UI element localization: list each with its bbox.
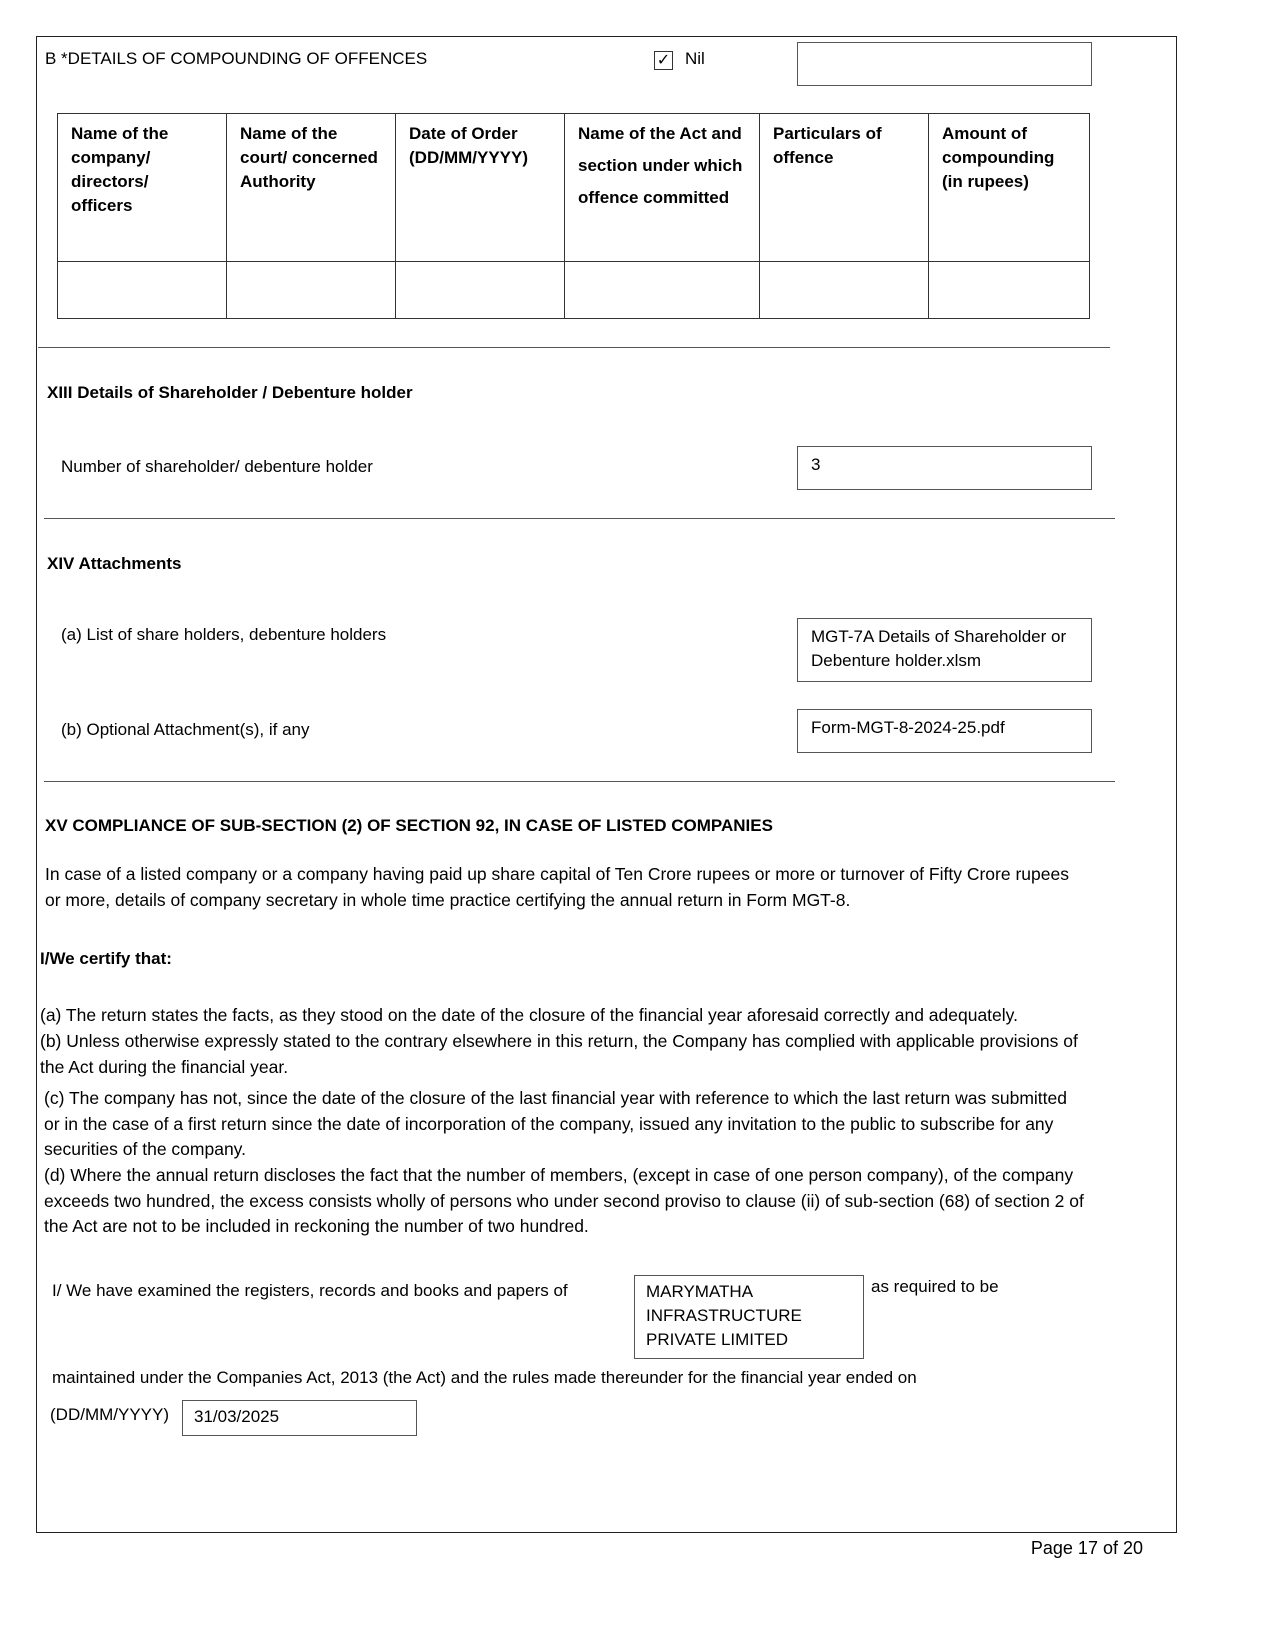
- shareholder-count-label: Number of shareholder/ debenture holder: [61, 457, 373, 476]
- compounding-offences-table: [57, 113, 1090, 319]
- statement-d: (d) Where the annual return discloses the fact that the number of members, (except in case of one person company), of the company exceeds two hundred, the excess consists wholly of persons who under second proviso to clause (ii) of sub-section (68) of section 2 of the Act are not to be included in reckoning the number of two hundred.: [44, 1165, 1084, 1236]
- statement-a: (a) The return states the facts, as they stood on the date of the closure of the financial year aforesaid correctly and adequately.: [40, 1005, 1018, 1025]
- column-header-company: Name of the company/ directors/ officers: [58, 114, 227, 262]
- nil-input[interactable]: [797, 42, 1092, 86]
- section-xv-intro: In case of a listed company or a company having paid up share capital of Ten Crore rupees or more or turnover of Fifty Crore rupees or more, details of company secretary in whole time practice certifying the annual return in Form MGT-8.: [45, 864, 1069, 910]
- maintained-text: maintained under the Companies Act, 2013 (the Act) and the rules made thereunder for the financial year ended on: [52, 1368, 917, 1387]
- attachment-a-file[interactable]: MGT-7A Details of Shareholder or Debenture holder.xlsm: [797, 618, 1092, 682]
- table-cell[interactable]: [565, 262, 760, 319]
- section-divider: [38, 347, 1110, 348]
- section-b-title: B *DETAILS OF COMPOUNDING OF OFFENCES: [45, 49, 428, 68]
- column-header-amount: Amount of compounding (in rupees): [929, 114, 1090, 262]
- checkmark-icon: ✓: [656, 52, 671, 69]
- shareholder-count-field[interactable]: 3: [797, 446, 1092, 490]
- company-name-field[interactable]: MARYMATHA INFRASTRUCTURE PRIVATE LIMITED: [634, 1275, 864, 1359]
- page-number: Page 17 of 20: [1030, 1538, 1143, 1558]
- table-cell[interactable]: [396, 262, 565, 319]
- statement-b: (b) Unless otherwise expressly stated to the contrary elsewhere in this return, the Company has complied with applicable provisions of the Act during the financial year.: [40, 1031, 1078, 1077]
- column-header-date: Date of Order (DD/MM/YYYY): [396, 114, 565, 262]
- examined-suffix: as required to be: [871, 1277, 999, 1296]
- nil-checkbox[interactable]: [654, 51, 673, 70]
- certify-heading: I/We certify that:: [40, 949, 172, 968]
- table-cell[interactable]: [227, 262, 396, 319]
- section-xiii-title: XIII Details of Shareholder / Debenture holder: [47, 383, 413, 402]
- table-cell[interactable]: [929, 262, 1090, 319]
- section-divider: [44, 518, 1115, 519]
- section-divider: [44, 781, 1115, 782]
- attachment-b-label: (b) Optional Attachment(s), if any: [61, 720, 310, 739]
- column-header-act-section: Name of the Act and section under which offence committed: [565, 114, 760, 262]
- table-cell[interactable]: [760, 262, 929, 319]
- column-header-particulars: Particulars of offence: [760, 114, 929, 262]
- section-xiv-title: XIV Attachments: [47, 554, 182, 573]
- table-cell[interactable]: [58, 262, 227, 319]
- financial-year-end-date-field[interactable]: 31/03/2025: [182, 1400, 417, 1436]
- section-xv-title: XV COMPLIANCE OF SUB-SECTION (2) OF SECTION 92, IN CASE OF LISTED COMPANIES: [45, 816, 773, 835]
- date-format-label: (DD/MM/YYYY): [50, 1405, 169, 1424]
- table-row: [58, 262, 1090, 319]
- attachment-a-label: (a) List of share holders, debenture holders: [61, 625, 387, 644]
- examined-prefix: I/ We have examined the registers, records and books and papers of: [52, 1281, 568, 1300]
- attachment-b-file[interactable]: Form-MGT-8-2024-25.pdf: [797, 709, 1092, 753]
- table-header-row: [58, 114, 1090, 262]
- column-header-court: Name of the court/ concerned Authority: [227, 114, 396, 262]
- nil-label: Nil: [685, 49, 705, 68]
- statement-c: (c) The company has not, since the date of the closure of the last financial year with reference to which the last return was submitted or in the case of a first return since the date of incorporation of the company, issued any invitation to the public to subscribe for any securities of the company.: [44, 1088, 1067, 1159]
